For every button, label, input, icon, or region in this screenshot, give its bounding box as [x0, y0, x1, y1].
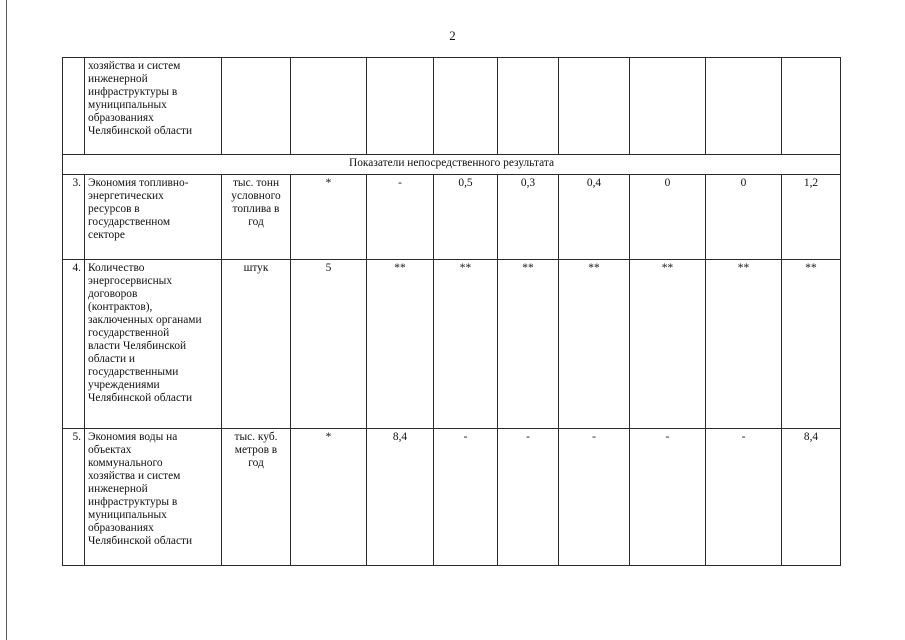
value-cell: [559, 58, 630, 155]
indicator-name-line: инженерной: [88, 73, 148, 85]
indicator-name-line: инженерной: [88, 483, 148, 495]
value-cell: [630, 58, 706, 155]
value-cell: 8,4: [782, 429, 841, 566]
value-cell: -: [630, 429, 706, 566]
indicator-name-line: объектах: [88, 444, 132, 456]
value-cell: 0,3: [498, 175, 559, 260]
table-row-continuation: [63, 58, 841, 155]
row-number-cell: 3.: [63, 175, 85, 260]
table-row: [63, 175, 841, 260]
value-cell: 0,4: [559, 175, 630, 260]
indicator-name-cell: [85, 429, 222, 566]
value-cell: [782, 58, 841, 155]
indicator-name-line: хозяйства и систем: [88, 60, 181, 72]
indicator-name-line: муниципальных: [88, 99, 167, 111]
value-cell: [706, 58, 782, 155]
unit-cell: [222, 58, 291, 155]
value-cell: **: [782, 260, 841, 429]
value-cell: 0: [630, 175, 706, 260]
indicator-name-line: образованиях: [88, 112, 154, 124]
indicator-name-cell: [85, 175, 222, 260]
value-cell: **: [559, 260, 630, 429]
unit-line: штук: [243, 262, 269, 274]
unit-cell: [222, 260, 291, 429]
value-cell: **: [367, 260, 434, 429]
indicator-name-line: договоров: [88, 288, 138, 300]
value-cell: [498, 58, 559, 155]
value-cell: *: [291, 175, 367, 260]
indicator-name-line: учреждениями: [88, 379, 160, 391]
indicator-name-line: инфраструктуры в: [88, 496, 178, 508]
unit-cell: [222, 175, 291, 260]
value-cell: **: [630, 260, 706, 429]
value-cell: **: [434, 260, 498, 429]
indicator-name-line: хозяйства и систем: [88, 470, 181, 482]
value-cell: 5: [291, 260, 367, 429]
section-header: Показатели непосредственного результата: [63, 155, 841, 175]
value-cell: *: [291, 429, 367, 566]
indicator-name-line: Челябинской области: [88, 125, 193, 137]
value-cell: [434, 58, 498, 155]
indicator-name-cell: [85, 260, 222, 429]
page-margin-line: [6, 0, 7, 640]
unit-line: топлива в: [232, 203, 280, 215]
row-number-cell: 4.: [63, 260, 85, 429]
indicator-name-line: Экономия воды на: [88, 431, 178, 443]
indicator-name-line: власти Челябинской: [88, 340, 187, 352]
indicator-name-line: заключенных органами: [88, 314, 202, 326]
table-row: [63, 260, 841, 429]
indicator-name-line: государственном: [88, 216, 171, 228]
indicator-name-line: государственной: [88, 327, 170, 339]
indicator-name-line: муниципальных: [88, 509, 167, 521]
indicator-name-line: ресурсов в: [88, 203, 140, 215]
value-cell: [291, 58, 367, 155]
unit-line: год: [248, 457, 264, 469]
section-header-row: [63, 155, 841, 175]
indicator-name-line: инфраструктуры в: [88, 86, 178, 98]
indicator-name-line: образованиях: [88, 522, 154, 534]
unit-line: тыс. куб.: [234, 431, 278, 443]
value-cell: [367, 58, 434, 155]
value-cell: -: [559, 429, 630, 566]
unit-line: условного: [231, 190, 281, 202]
indicator-name-line: Количество: [88, 262, 145, 274]
indicator-name-line: энергетических: [88, 190, 164, 202]
indicator-name-line: Челябинской области: [88, 535, 193, 547]
page-number: 2: [449, 28, 456, 43]
unit-cell: [222, 429, 291, 566]
value-cell: -: [434, 429, 498, 566]
indicator-name-cell: [85, 58, 222, 155]
value-cell: **: [498, 260, 559, 429]
indicator-name-line: Челябинской области: [88, 392, 193, 404]
indicator-name-line: энергосервисных: [88, 275, 173, 287]
indicators-table: [62, 57, 841, 566]
indicator-name-line: коммунального: [88, 457, 163, 469]
row-number-cell: 5.: [63, 429, 85, 566]
value-cell: 8,4: [367, 429, 434, 566]
value-cell: 1,2: [782, 175, 841, 260]
value-cell: **: [706, 260, 782, 429]
table-row: [63, 429, 841, 566]
unit-line: тыс. тонн: [232, 177, 280, 189]
indicator-name-line: Экономия топливно-: [88, 177, 189, 189]
indicator-name-line: (контрактов),: [88, 301, 153, 313]
indicator-name-line: области и: [88, 353, 136, 365]
indicator-name-line: государственными: [88, 366, 179, 378]
value-cell: -: [706, 429, 782, 566]
row-number-cell: [63, 58, 85, 155]
value-cell: 0,5: [434, 175, 498, 260]
value-cell: -: [367, 175, 434, 260]
indicator-name-line: секторе: [88, 229, 125, 241]
unit-line: метров в: [234, 444, 278, 456]
value-cell: -: [498, 429, 559, 566]
value-cell: 0: [706, 175, 782, 260]
unit-line: год: [248, 216, 264, 228]
